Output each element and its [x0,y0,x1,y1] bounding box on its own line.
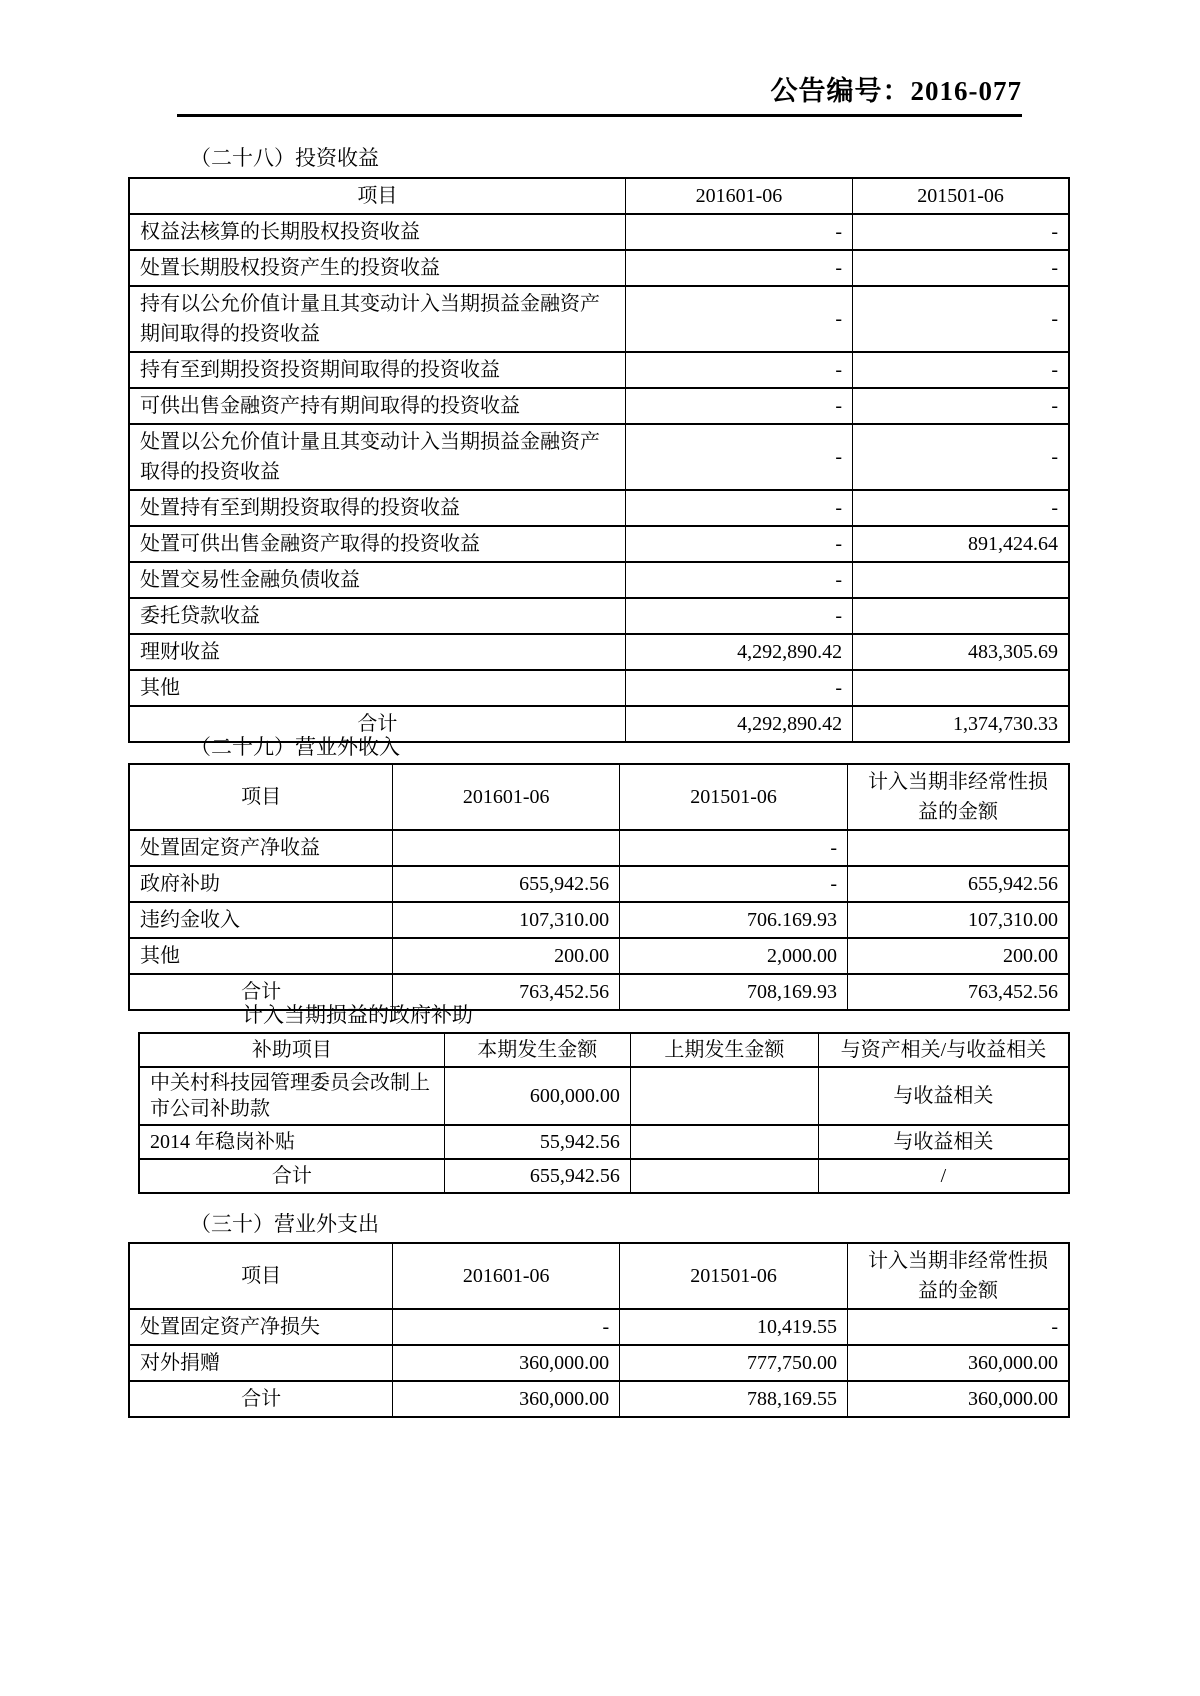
value-cell: - [625,388,852,424]
row-label-cell: 合计 [129,1381,393,1417]
row-label-cell: 处置交易性金融负债收益 [129,562,625,598]
value-cell: 708,169.93 [620,974,848,1010]
total-row [139,1159,1069,1193]
section-title-investment-income: （二十八）投资收益 [190,146,379,170]
value-cell: 763,452.56 [848,974,1069,1010]
value-cell: 655,942.56 [848,866,1069,902]
value-cell: - [620,866,848,902]
value-cell: 891,424.64 [853,526,1069,562]
column-header: 项目 [129,764,393,830]
value-cell: - [625,286,852,352]
row-label-cell: 理财收益 [129,634,625,670]
row-label-cell: 处置可供出售金融资产取得的投资收益 [129,526,625,562]
column-header: 计入当期非经常性损益的金额 [848,1243,1069,1309]
value-cell: 483,305.69 [853,634,1069,670]
table-row [129,388,1069,424]
value-cell: - [625,250,852,286]
column-header: 201601-06 [625,178,852,214]
value-cell: 360,000.00 [393,1381,620,1417]
row-label-cell: 委托贷款收益 [129,598,625,634]
row-label-cell: 持有以公允价值计量且其变动计入当期损益金融资产期间取得的投资收益 [129,286,625,352]
table-row [129,598,1069,634]
column-header: 201501-06 [620,1243,848,1309]
table-row [129,424,1069,490]
table-row [129,902,1069,938]
row-label-cell: 可供出售金融资产持有期间取得的投资收益 [129,388,625,424]
row-label-cell: 2014 年稳岗补贴 [139,1125,444,1159]
value-cell: 655,942.56 [393,866,620,902]
table-row [139,1067,1069,1125]
value-cell [853,598,1069,634]
value-cell: 788,169.55 [620,1381,848,1417]
row-label-cell: 对外捐赠 [129,1345,393,1381]
value-cell: - [625,670,852,706]
value-cell [853,562,1069,598]
row-label-cell: 处置持有至到期投资取得的投资收益 [129,490,625,526]
value-cell: - [620,830,848,866]
value-cell: - [853,424,1069,490]
value-cell: 55,942.56 [444,1125,630,1159]
value-cell: 200.00 [848,938,1069,974]
value-cell: 107,310.00 [393,902,620,938]
value-cell: - [625,562,852,598]
value-cell: 706.169.93 [620,902,848,938]
value-cell: 2,000.00 [620,938,848,974]
value-cell: - [625,490,852,526]
value-cell: - [625,598,852,634]
value-cell [630,1067,818,1125]
value-cell: 360,000.00 [848,1381,1069,1417]
row-label-cell: 处置固定资产净收益 [129,830,393,866]
column-header: 本期发生金额 [444,1033,630,1067]
value-cell: 107,310.00 [848,902,1069,938]
value-cell: 777,750.00 [620,1345,848,1381]
header-divider [177,114,1022,117]
value-cell: - [853,388,1069,424]
value-cell [630,1125,818,1159]
row-label-cell: 处置长期股权投资产生的投资收益 [129,250,625,286]
value-cell: 4,292,890.42 [625,634,852,670]
value-cell: - [853,214,1069,250]
table-row [129,830,1069,866]
column-header: 201501-06 [620,764,848,830]
row-label-cell: 中关村科技园管理委员会改制上市公司补助款 [139,1067,444,1125]
value-cell [630,1159,818,1193]
row-label-cell: 处置以公允价值计量且其变动计入当期损益金融资产取得的投资收益 [129,424,625,490]
total-row [129,1381,1069,1417]
row-label-cell: 合计 [129,974,393,1010]
value-cell: - [393,1309,620,1345]
value-cell [853,670,1069,706]
table-row [129,526,1069,562]
value-cell: 200.00 [393,938,620,974]
table-row [129,1345,1069,1381]
table-row [129,352,1069,388]
value-cell: / [818,1159,1069,1193]
value-cell: - [625,424,852,490]
table-row [129,286,1069,352]
section-title-government-subsidy: 计入当期损益的政府补助 [242,1003,473,1027]
row-label-cell: 合计 [129,706,625,742]
value-cell: 763,452.56 [393,974,620,1010]
value-cell [393,830,620,866]
column-header: 201601-06 [393,764,620,830]
section-title-non-operating-expense: （三十）营业外支出 [190,1212,379,1236]
announcement-number: 公告编号：2016-077 [770,76,1022,106]
value-cell: 4,292,890.42 [625,706,852,742]
row-label-cell: 其他 [129,670,625,706]
table-row [129,938,1069,974]
table-header-row [139,1033,1069,1067]
table-row [129,634,1069,670]
table-row [129,1309,1069,1345]
value-cell: 与收益相关 [818,1067,1069,1125]
non-operating-expense-table [128,1242,1070,1418]
value-cell: - [848,1309,1069,1345]
value-cell: 360,000.00 [393,1345,620,1381]
row-label-cell: 合计 [139,1159,444,1193]
column-header: 上期发生金额 [630,1033,818,1067]
table-row [129,250,1069,286]
value-cell [848,830,1069,866]
government-subsidy-table [138,1032,1070,1194]
value-cell: 与收益相关 [818,1125,1069,1159]
value-cell: - [853,490,1069,526]
row-label-cell: 违约金收入 [129,902,393,938]
investment-income-table [128,177,1070,743]
column-header: 项目 [129,178,625,214]
row-label-cell: 持有至到期投资投资期间取得的投资收益 [129,352,625,388]
section-title-non-operating-income: （二十九）营业外收入 [190,735,400,759]
table-row [139,1125,1069,1159]
non-operating-income-table [128,763,1070,1011]
value-cell: 1,374,730.33 [853,706,1069,742]
row-label-cell: 其他 [129,938,393,974]
value-cell: - [853,286,1069,352]
row-label-cell: 政府补助 [129,866,393,902]
value-cell: 600,000.00 [444,1067,630,1125]
row-label-cell: 权益法核算的长期股权投资收益 [129,214,625,250]
value-cell: - [853,250,1069,286]
column-header: 计入当期非经常性损益的金额 [848,764,1069,830]
table-header-row [129,1243,1069,1309]
table-row [129,214,1069,250]
value-cell: 10,419.55 [620,1309,848,1345]
column-header: 201501-06 [853,178,1069,214]
table-row [129,866,1069,902]
value-cell: - [625,352,852,388]
column-header: 项目 [129,1243,393,1309]
value-cell: - [853,352,1069,388]
value-cell: - [625,214,852,250]
column-header: 与资产相关/与收益相关 [818,1033,1069,1067]
table-row [129,670,1069,706]
row-label-cell: 处置固定资产净损失 [129,1309,393,1345]
table-header-row [129,178,1069,214]
value-cell: 360,000.00 [848,1345,1069,1381]
table-header-row [129,764,1069,830]
column-header: 补助项目 [139,1033,444,1067]
table-row [129,562,1069,598]
value-cell: - [625,526,852,562]
table-row [129,490,1069,526]
column-header: 201601-06 [393,1243,620,1309]
value-cell: 655,942.56 [444,1159,630,1193]
